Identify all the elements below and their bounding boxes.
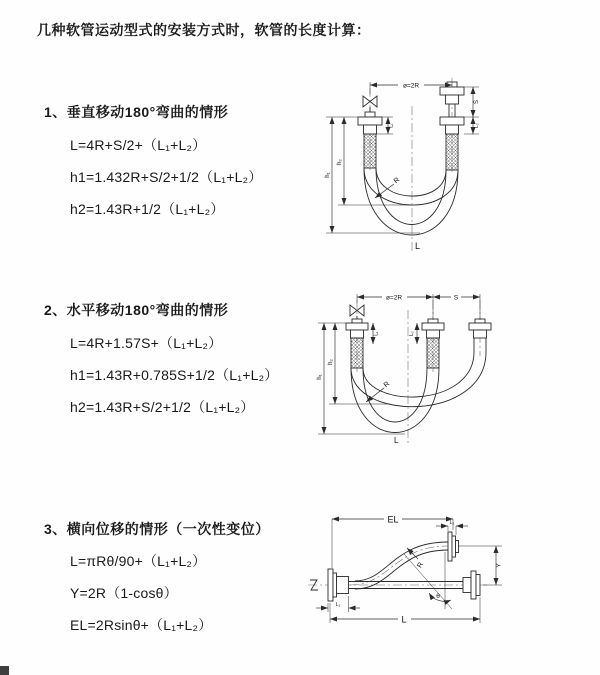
section2-formula-l: L=4R+1.57S+（L₁+L₂） — [70, 335, 223, 351]
braided-hose-left — [364, 134, 376, 168]
diagram-vertical-180-bend — [312, 70, 588, 265]
dim-label-r: R — [392, 176, 402, 186]
dim-label-s: S — [474, 99, 480, 105]
section2-formula-h2: h2=1.43R+S/2+1/2（L₁+L₂） — [70, 399, 255, 415]
dim-label-r: R — [382, 380, 392, 390]
dim-label-l: L — [415, 241, 421, 251]
dim-label-h1: h₁ — [325, 172, 331, 178]
braided-hose-left — [351, 338, 363, 368]
dim-label-l1: L₁ — [373, 331, 380, 336]
diagram-lateral-displacement — [300, 505, 592, 642]
dim-label-y: Y — [495, 563, 503, 568]
dim-label-el: EL — [387, 514, 399, 525]
hose-arc-outer-wide — [351, 352, 486, 407]
dim-label-span: ø=2R — [402, 82, 420, 90]
dim-label-l2: L₂ — [449, 520, 455, 526]
dim-label-span: ø=2R — [385, 294, 403, 302]
hose-arc-inner-shallow — [376, 168, 446, 196]
hose-arc-inner-wide — [363, 352, 474, 397]
hose-arc-outer-deep — [351, 368, 439, 433]
hose-curve-top-edge — [355, 542, 448, 581]
dim-label-l1: L₁ — [335, 602, 341, 608]
dim-label-l1: L₁ — [388, 123, 395, 128]
scan-artifact — [0, 666, 9, 675]
dim-label-r: R — [416, 561, 425, 570]
section1-formula-l: L=4R+S/2+（L₁+L₂） — [70, 137, 207, 153]
section3-formula-el: EL=2Rsinθ+（L₁+L₂） — [70, 617, 213, 633]
section2-formula-h1: h1=1.43R+0.785S+1/2（L₁+L₂） — [70, 367, 279, 383]
dim-label-l: L — [401, 614, 407, 625]
dim-label-h1: h₁ — [317, 374, 323, 380]
section3-formula-l: L=πRθ/90+（L₁+L₂） — [70, 553, 207, 569]
section1-formula-h1: h1=1.432R+S/2+1/2（L₁+L₂） — [70, 169, 263, 185]
dim-label-s: S — [453, 294, 459, 302]
section3-heading: 3、横向位移的情形（一次性变位） — [44, 521, 270, 537]
valve-icon — [363, 96, 377, 112]
section2-heading: 2、水平移动180°弯曲的情形 — [44, 302, 229, 318]
section1-formula-h2: h2=1.43R+1/2（L₁+L₂） — [70, 201, 225, 217]
braided-hose-middle — [427, 338, 439, 368]
braided-hose-right — [446, 134, 458, 170]
dim-label-l: L — [394, 436, 399, 445]
dim-label-theta: θ — [436, 593, 440, 600]
dim-label-h2: h₂ — [328, 359, 334, 365]
page-title: 几种软管运动型式的安装方式时，软管的长度计算： — [37, 22, 371, 38]
section1-heading: 1、垂直移动180°弯曲的情形 — [44, 104, 229, 120]
dim-label-l2: L₂ — [409, 331, 415, 336]
hose-arc-inner-deep — [363, 368, 427, 422]
dim-label-l2: L₂ — [474, 123, 480, 128]
dim-label-h2: h₂ — [337, 159, 343, 165]
section3-formula-y: Y=2R（1-cosθ） — [70, 585, 178, 601]
hose-curve-bottom-edge — [355, 550, 448, 589]
hose-arc-outer-shallow — [364, 168, 458, 205]
diagram-horizontal-180-bend — [310, 282, 590, 465]
